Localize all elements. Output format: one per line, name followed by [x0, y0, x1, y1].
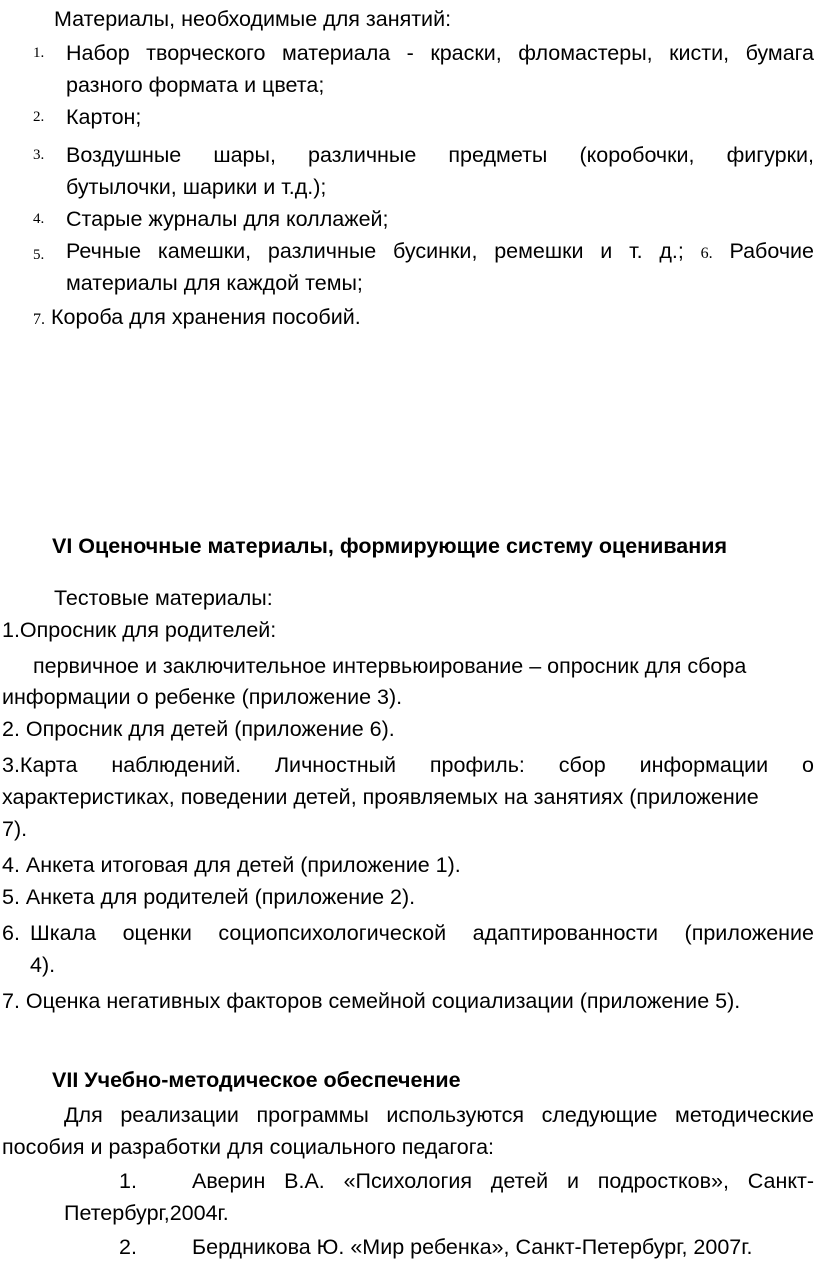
list-item-text: Воздушные шары, различные предметы (коробочки, фигурки, [66, 143, 814, 167]
section-6-subtitle: Тестовые материалы: [54, 586, 273, 610]
reference-item: Бердникова Ю. «Мир ребенка», Санкт-Петербург, 2007г. [192, 1235, 753, 1259]
list-number: 7. [33, 311, 45, 328]
assessment-item: 7. Оценка негативных факторов семейной социализации (приложение 5). [2, 989, 741, 1013]
assessment-item: 7). [2, 817, 28, 841]
assessment-item: 4. Анкета итоговая для детей (приложение 1). [2, 853, 461, 877]
assessment-item-desc: первичное и заключительное интервьюирование – опросник для сбора [33, 654, 747, 678]
list-item-text-a: Речные камешки, различные бусинки, ремешки и т. д.; [66, 239, 684, 263]
list-item [33, 301, 361, 336]
list-number: 6. [700, 245, 713, 262]
reference-item: Аверин В.А. «Психология детей и подростков», Санкт- [192, 1169, 814, 1193]
list-item-text: Короба для хранения пособий. [50, 305, 361, 329]
assessment-item: Шкала оценки социопсихологической адаптированности (приложение [30, 921, 814, 945]
assessment-item: 2. Опросник для детей (приложение 6). [2, 717, 395, 741]
reference-item: Петербург,2004г. [64, 1201, 229, 1225]
list-item-text: бутылочки, шарики и т.д.); [66, 175, 327, 199]
list-number: 2. [119, 1235, 137, 1259]
list-number: 1. [119, 1169, 137, 1193]
list-number: 3. [33, 147, 45, 163]
list-item-text: Старые журналы для коллажей; [66, 207, 389, 231]
assessment-item: 1.Опросник для родителей: [2, 618, 277, 642]
section-7-paragraph: пособия и разработки для социального педагога: [2, 1135, 495, 1159]
list-number: 5. [33, 247, 45, 263]
list-number: 2. [33, 109, 45, 125]
assessment-item: 3.Карта наблюдений. Личностный профиль: сбор информации о [2, 753, 814, 777]
list-item-text: Набор творческого материала - краски, фломастеры, кисти, бумага [66, 41, 814, 65]
assessment-item: характеристиках, поведении детей, проявляемых на занятиях (приложение [2, 785, 759, 809]
list-number: 6. [2, 921, 20, 945]
assessment-item: 5. Анкета для родителей (приложение 2). [2, 885, 416, 909]
list-item-text: разного формата и цвета; [66, 73, 325, 97]
section-6-title: VI Оценочные материалы, формирующие систему оценивания [52, 534, 727, 558]
assessment-item-desc: информации о ребенке (приложение 3). [2, 685, 403, 709]
list-item-text [66, 235, 814, 270]
list-item-text-b: Рабочие [729, 239, 814, 263]
materials-intro: Материалы, необходимые для занятий: [54, 7, 452, 31]
section-7-title: VII Учебно-методическое обеспечение [52, 1068, 461, 1092]
list-item-text: Картон; [66, 105, 142, 129]
list-item-text: материалы для каждой темы; [66, 271, 363, 295]
list-number: 1. [33, 45, 45, 61]
assessment-item: 4). [30, 953, 56, 977]
section-7-paragraph: Для реализации программы используются следующие методические [64, 1103, 814, 1127]
list-number: 4. [33, 211, 45, 227]
